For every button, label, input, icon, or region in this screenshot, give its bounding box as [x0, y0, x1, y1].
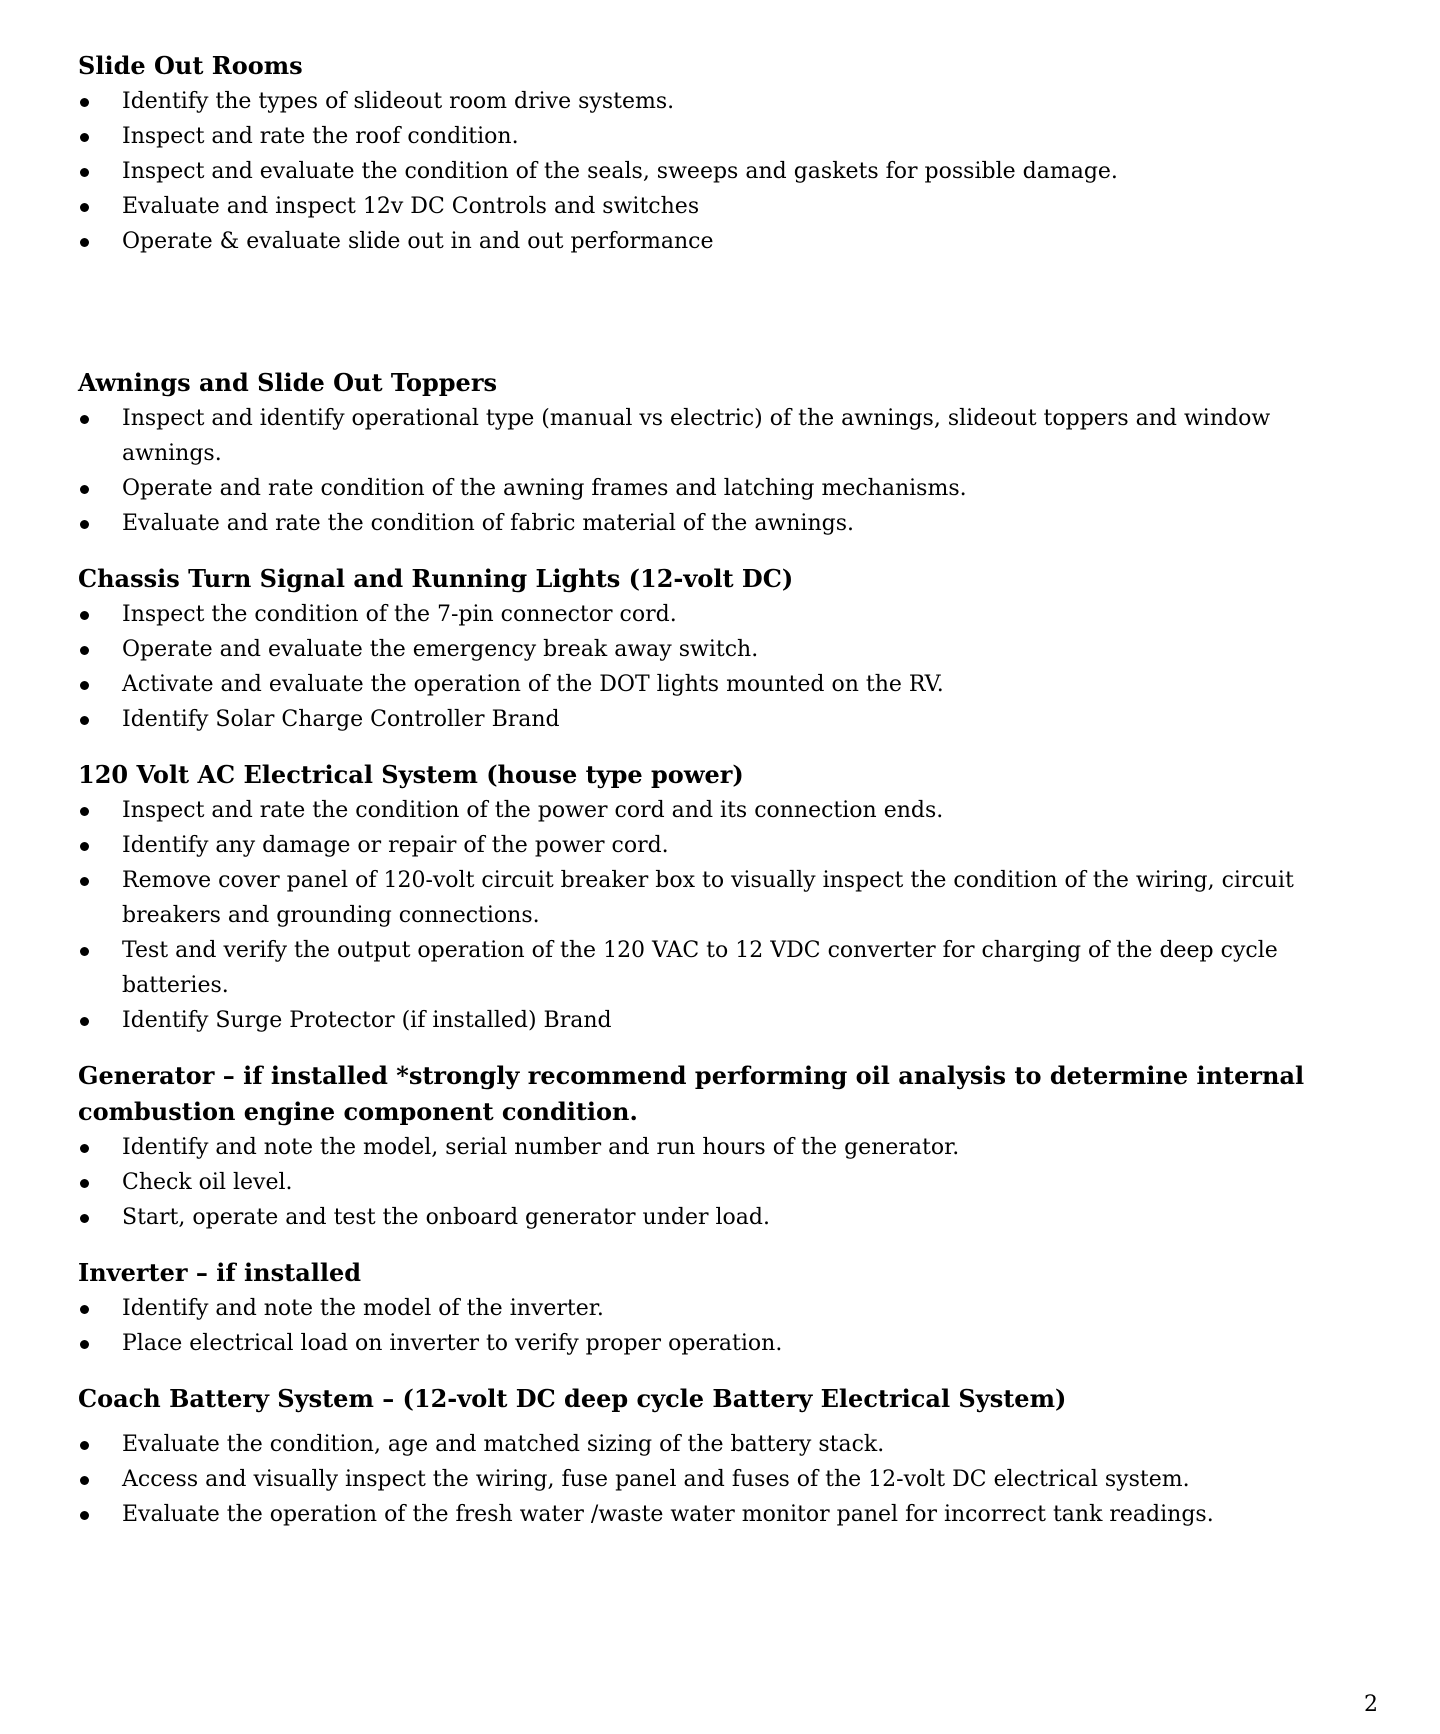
list-item: Activate and evaluate the operation of the DOT lights mounted on the RV. [78, 667, 1360, 702]
bullet-icon [80, 716, 89, 725]
section-heading: Coach Battery System – (12-volt DC deep cycle Battery Electrical System) [78, 1384, 1067, 1413]
bullet-icon [80, 1476, 89, 1485]
bullet-icon [80, 485, 89, 494]
bullet-icon [80, 947, 89, 956]
list-item: Operate and rate condition of the awning frames and latching mechanisms. [78, 471, 1360, 506]
section-awnings [78, 365, 1360, 541]
bullet-list [78, 597, 1360, 737]
section-inverter [78, 1255, 1360, 1361]
list-item: Operate and evaluate the emergency break away switch. [78, 632, 1360, 667]
list-item: Inspect the condition of the 7-pin connector cord. [78, 597, 1360, 632]
list-item: Inspect and identify operational type (manual vs electric) of the awnings, slideout toppers and window awnings. [78, 401, 1360, 471]
section-generator [78, 1058, 1360, 1235]
list-item: Evaluate and inspect 12v DC Controls and switches [78, 189, 1360, 224]
bullet-icon [80, 238, 89, 247]
bullet-icon [80, 1214, 89, 1223]
bullet-icon [80, 1441, 89, 1450]
section-heading: Inverter – if installed [78, 1258, 362, 1287]
bullet-icon [80, 98, 89, 107]
bullet-icon [80, 415, 89, 424]
bullet-icon [80, 1305, 89, 1314]
bullet-icon [80, 520, 89, 529]
list-item: Identify the types of slideout room drive systems. [78, 84, 1360, 119]
list-item: Identify Solar Charge Controller Brand [78, 702, 1360, 737]
list-item: Identify and note the model of the inverter. [78, 1291, 1360, 1326]
bullet-icon [80, 681, 89, 690]
bullet-list [78, 401, 1360, 541]
bullet-icon [80, 1144, 89, 1153]
bullet-icon [80, 1340, 89, 1349]
section-heading: 120 Volt AC Electrical System (house type power) [78, 760, 744, 789]
list-item: Evaluate the operation of the fresh water /waste water monitor panel for incorrect tank readings. [78, 1497, 1360, 1532]
section-120v-ac [78, 757, 1360, 1038]
section-slide-out-rooms [78, 48, 1360, 259]
section-heading: Chassis Turn Signal and Running Lights (12-volt DC) [78, 564, 794, 593]
bullet-icon [80, 1179, 89, 1188]
page-number: 2 [1364, 1692, 1378, 1717]
bullet-icon [80, 133, 89, 142]
list-item: Evaluate the condition, age and matched sizing of the battery stack. [78, 1427, 1360, 1462]
bullet-icon [80, 1511, 89, 1520]
list-item: Access and visually inspect the wiring, fuse panel and fuses of the 12-volt DC electrical system. [78, 1462, 1360, 1497]
bullet-list [78, 84, 1360, 259]
list-item: Inspect and rate the condition of the power cord and its connection ends. [78, 793, 1360, 828]
section-heading: Awnings and Slide Out Toppers [78, 368, 497, 397]
bullet-icon [80, 646, 89, 655]
list-item: Inspect and evaluate the condition of the seals, sweeps and gaskets for possible damage. [78, 154, 1360, 189]
section-chassis-lights [78, 561, 1360, 737]
list-item: Identify and note the model, serial number and run hours of the generator. [78, 1130, 1360, 1165]
list-item: Test and verify the output operation of the 120 VAC to 12 VDC converter for charging of the deep cycle batteries. [78, 933, 1360, 1003]
bullet-icon [80, 807, 89, 816]
list-item: Identify any damage or repair of the power cord. [78, 828, 1360, 863]
list-item: Check oil level. [78, 1165, 1360, 1200]
list-item: Evaluate and rate the condition of fabric material of the awnings. [78, 506, 1360, 541]
bullet-icon [80, 842, 89, 851]
list-item: Inspect and rate the roof condition. [78, 119, 1360, 154]
bullet-icon [80, 877, 89, 886]
bullet-icon [80, 168, 89, 177]
list-item: Start, operate and test the onboard generator under load. [78, 1200, 1360, 1235]
list-item: Identify Surge Protector (if installed) Brand [78, 1003, 1360, 1038]
section-heading: Generator – if installed *strongly recommend performing oil analysis to determine internal combustion engine component condition. [78, 1061, 1305, 1126]
section-coach-battery [78, 1381, 1360, 1532]
bullet-list [78, 1291, 1360, 1361]
bullet-list [78, 793, 1360, 1038]
bullet-list [78, 1130, 1360, 1235]
list-item: Remove cover panel of 120-volt circuit breaker box to visually inspect the condition of the wiring, circuit breakers and grounding connections. [78, 863, 1360, 933]
bullet-icon [80, 203, 89, 212]
section-heading: Slide Out Rooms [78, 51, 303, 80]
bullet-icon [80, 1017, 89, 1026]
bullet-list [78, 1427, 1360, 1532]
bullet-icon [80, 611, 89, 620]
list-item: Place electrical load on inverter to verify proper operation. [78, 1326, 1360, 1361]
list-item: Operate & evaluate slide out in and out performance [78, 224, 1360, 259]
